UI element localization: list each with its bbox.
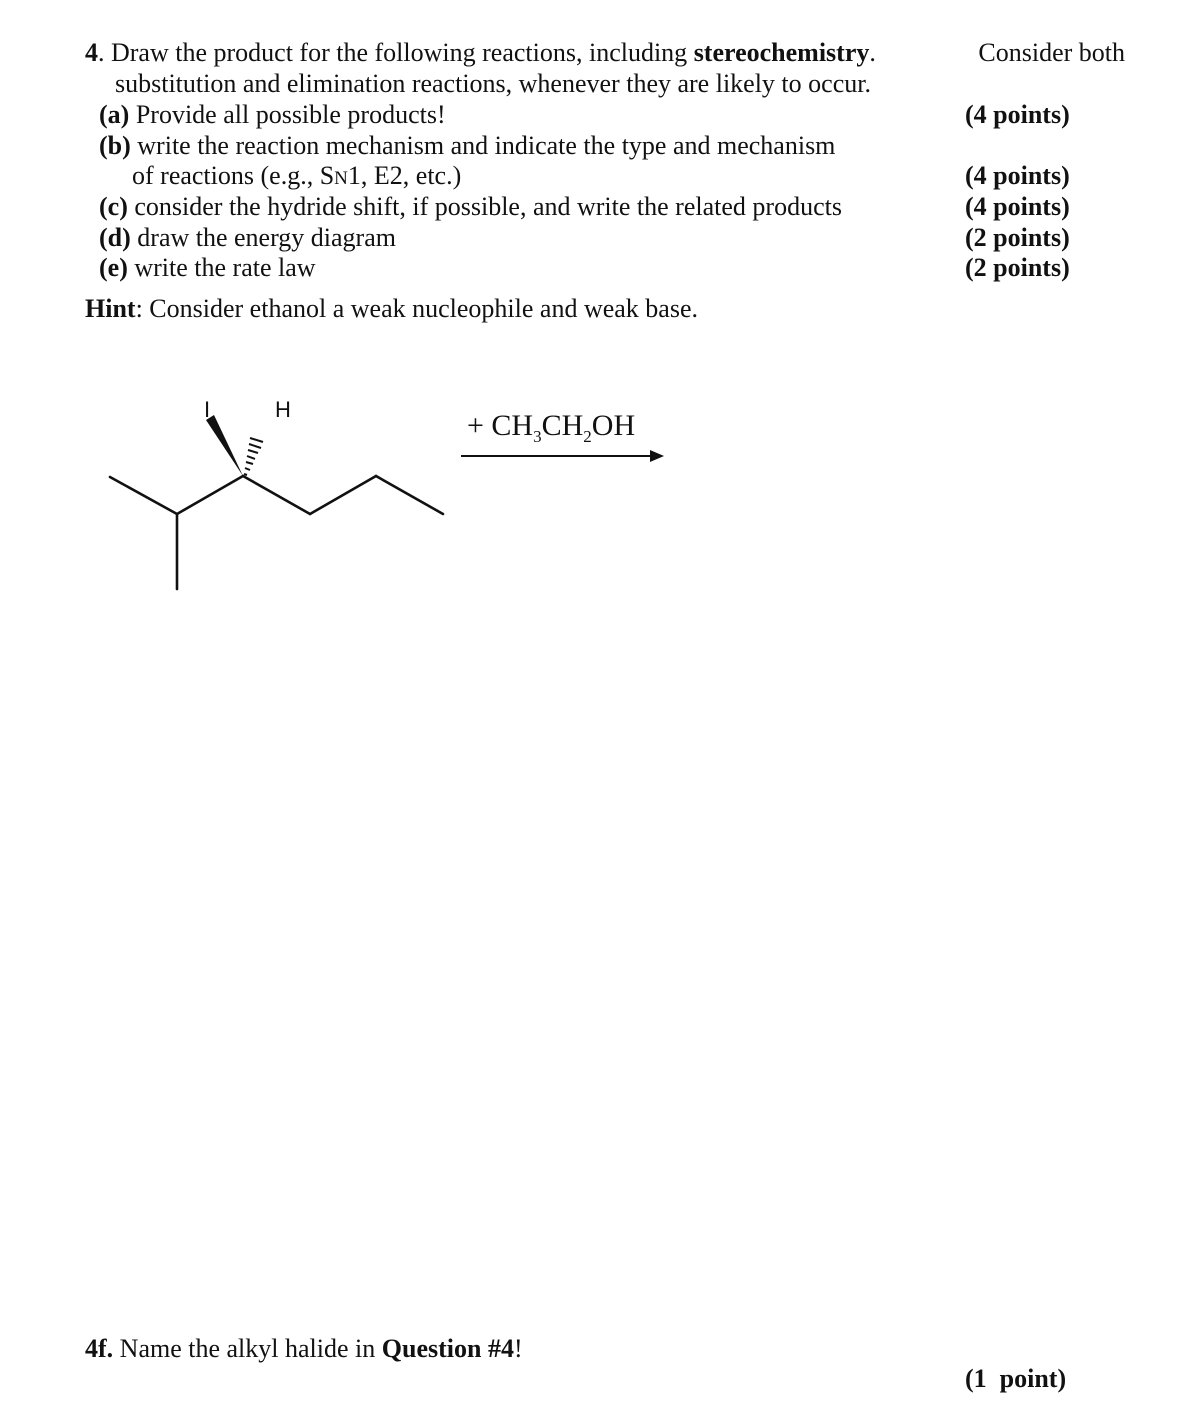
question-4-line-2: substitution and elimination reactions, whenever they are likely to occur. bbox=[115, 69, 871, 98]
part-a-points: (4 points) bbox=[965, 100, 1070, 129]
part-e: (e) write the rate law bbox=[99, 253, 316, 282]
part-d-points: (2 points) bbox=[965, 223, 1070, 252]
part-a: (a) Provide all possible products! bbox=[99, 100, 446, 129]
wedge-bond-iodine bbox=[206, 415, 243, 476]
hint: Hint: Consider ethanol a weak nucleophile and weak base. bbox=[85, 294, 698, 323]
question-4f-points: (1 point) bbox=[965, 1364, 1067, 1393]
part-b: (b) write the reaction mechanism and indicate the type and mechanism bbox=[99, 131, 836, 160]
hydrogen-label: H bbox=[275, 397, 291, 422]
part-e-points: (2 points) bbox=[965, 253, 1070, 282]
hash-bond-hydrogen bbox=[244, 438, 263, 475]
reaction-arrow-head bbox=[650, 450, 664, 462]
question-text-right: Consider both bbox=[978, 38, 1125, 67]
question-number: 4 bbox=[85, 38, 98, 67]
alkyl-halide-skeleton bbox=[110, 476, 443, 589]
part-d: (d) draw the energy diagram bbox=[99, 223, 396, 252]
question-text-1: . Draw the product for the following reactions, including bbox=[98, 38, 694, 67]
iodine-label: I bbox=[203, 397, 211, 422]
reagent-ethanol: + $CH_3CH_2OH$ bbox=[467, 409, 636, 446]
part-c: (c) consider the hydride shift, if possible, and write the related products bbox=[99, 192, 842, 221]
part-b-points: (4 points) bbox=[965, 161, 1070, 190]
bond-c3-c4 bbox=[243, 476, 310, 514]
stereochemistry-emphasis: stereochemistry bbox=[693, 38, 870, 67]
question-4f: 4f. Name the alkyl halide in Question #4! bbox=[85, 1334, 523, 1363]
part-c-points: (4 points) bbox=[965, 192, 1070, 221]
bond-c4-c5 bbox=[310, 476, 376, 514]
part-b-continued: of reactions (e.g., SN1, E2, etc.) bbox=[132, 161, 462, 190]
bond-methyl-left bbox=[110, 477, 177, 514]
question-4-line-1: 4. Draw the product for the following reactions, including stereochemistry. Consider both bbox=[85, 38, 1125, 67]
bond-c5-c6 bbox=[376, 476, 443, 514]
bond-c2-c3 bbox=[177, 476, 243, 514]
